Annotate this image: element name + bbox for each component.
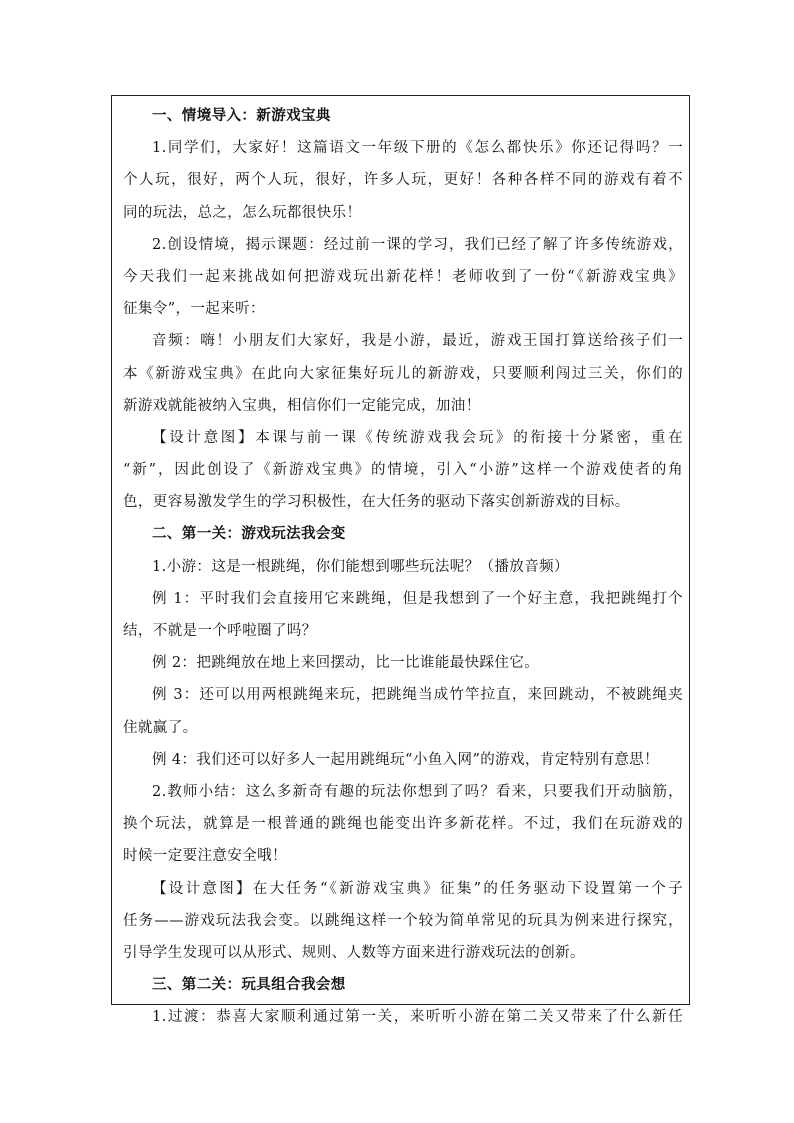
paragraph-line: 1.同学们，大家好！这篇语文一年级下册的《怎么都快乐》你还记得吗？一 bbox=[152, 140, 683, 157]
paragraph-line: 例 2：把跳绳放在地上来回摆动，比一比谁能最快踩住它。 bbox=[152, 655, 540, 672]
paragraph-line: 例 3：还可以用两根跳绳来玩，把跳绳当成竹竿拉直，来回跳动，不被跳绳夹 bbox=[152, 687, 683, 704]
paragraph-line: 2.教师小结：这么多新奇有趣的玩法你想到了吗？看来，只要我们开动脑筋， bbox=[152, 783, 683, 800]
paragraph-line: 结，不就是一个呼啦圈了吗？ bbox=[123, 623, 317, 639]
paragraph-line: 【设计意图】本课与前一课《传统游戏我会玩》的衔接十分紧密，重在 bbox=[152, 429, 683, 446]
paragraph-line: 1.小游：这是一根跳绳，你们能想到哪些玩法呢？（播放音频） bbox=[152, 558, 569, 575]
paragraph-line: 任务——游戏玩法我会变。以跳绳这样一个较为简单常见的玩具为例来进行探究， bbox=[123, 912, 683, 929]
paragraph-line: 新游戏就能被纳入宝典，相信你们一定能完成，加油！ bbox=[123, 397, 481, 414]
paragraph-line: 例 4：我们还可以好多人一起用跳绳玩“小鱼入网”的游戏，肯定特别有意思！ bbox=[152, 751, 660, 768]
paragraph-line: 2.创设情境，揭示课题：经过前一课的学习，我们已经了解了许多传统游戏， bbox=[152, 236, 683, 253]
paragraph-line: 住就赢了。 bbox=[123, 719, 198, 736]
paragraph-line: 时候一定要注意安全哦！ bbox=[123, 848, 287, 865]
paragraph-line: 音频：嗨！小朋友们大家好，我是小游，最近，游戏王国打算送给孩子们一 bbox=[152, 333, 683, 350]
section-heading: 三、第二关：玩具组合我会想 bbox=[152, 976, 346, 994]
paragraph-line: “新”，因此创设了《新游戏宝典》的情境，引入“小游”这样一个游戏使者的角 bbox=[123, 462, 683, 479]
paragraph-line: 引导学生发现可以从形式、规则、人数等方面来进行游戏玩法的创新。 bbox=[123, 944, 585, 961]
document-body bbox=[123, 100, 683, 1033]
paragraph-line: 【设计意图】在大任务“《新游戏宝典》征集”的任务驱动下设置第一个子 bbox=[152, 880, 683, 897]
paragraph-line: 1.过渡：恭喜大家顺利通过第一关，来听听小游在第二关又带来了什么新任 bbox=[152, 1009, 683, 1026]
section-heading: 二、第一关：游戏玩法我会变 bbox=[152, 525, 346, 543]
paragraph-line: 今天我们一起来挑战如何把游戏玩出新花样！老师收到了一份“《新游戏宝典》 bbox=[123, 268, 683, 285]
paragraph-line: 同的玩法，总之，怎么玩都很快乐！ bbox=[123, 204, 362, 221]
paragraph-line: 本《新游戏宝典》在此向大家征集好玩儿的新游戏，只要顺利闯过三关，你们的 bbox=[123, 365, 683, 382]
paragraph-line: 换个玩法，就算是一根普通的跳绳也能变出许多新花样。不过，我们在玩游戏的 bbox=[123, 816, 683, 833]
paragraph-line: 个人玩，很好，两个人玩，很好，许多人玩，更好！各种各样不同的游戏有着不 bbox=[123, 172, 683, 189]
paragraph-line: 例 1：平时我们会直接用它来跳绳，但是我想到了一个好主意，我把跳绳打个 bbox=[152, 590, 683, 607]
paragraph-line: 征集令”，一起来听： bbox=[123, 301, 265, 318]
section-heading: 一、情境导入：新游戏宝典 bbox=[152, 107, 331, 124]
paragraph-line: 色，更容易激发学生的学习积极性，在大任务的驱动下落实创新游戏的目标。 bbox=[123, 494, 630, 511]
